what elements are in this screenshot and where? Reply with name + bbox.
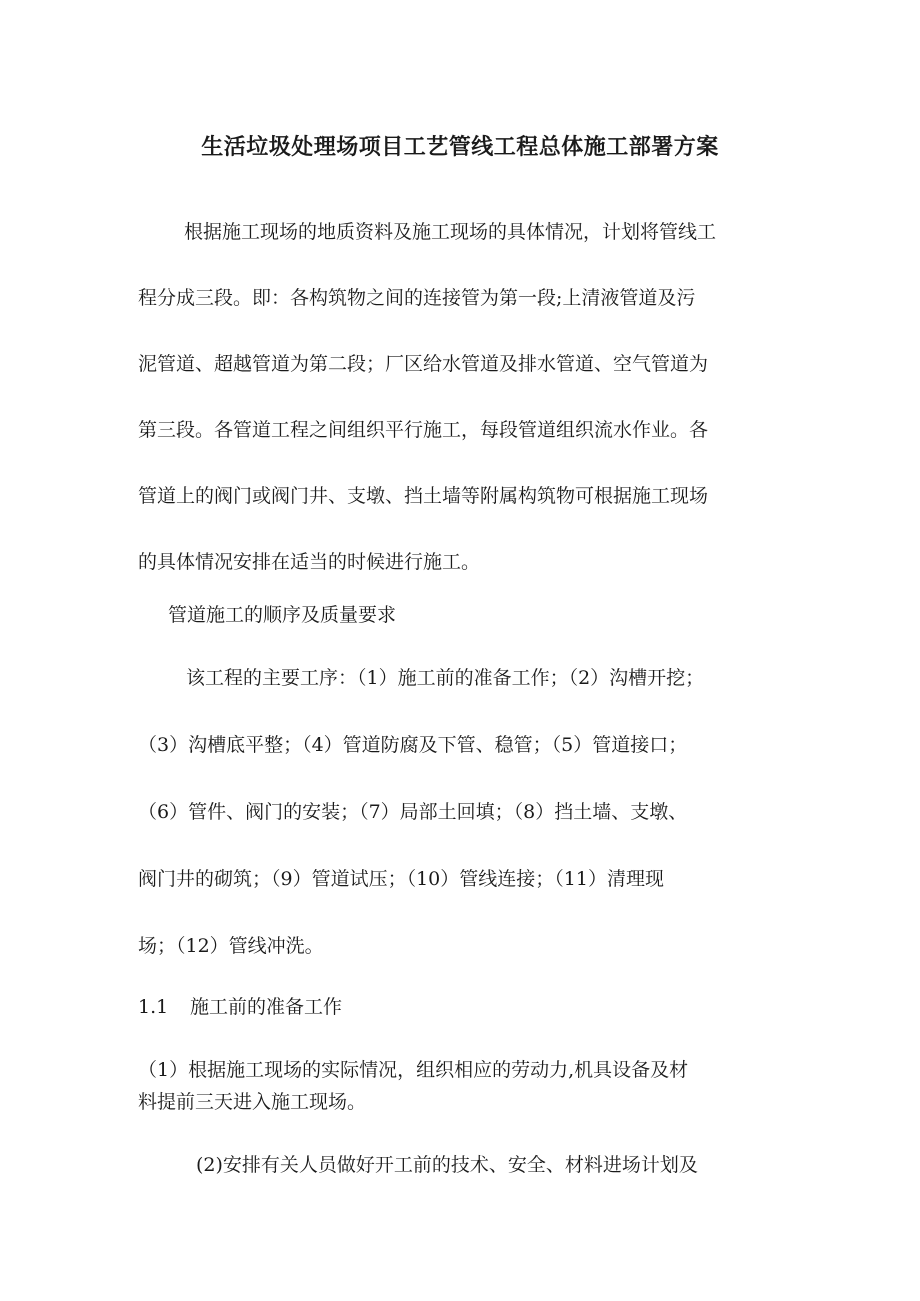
item-1-paragraph: [138, 1054, 798, 1118]
item-2-line: (2)安排有关人员做好开工前的技术、安全、材料进场计划及: [196, 1154, 698, 1176]
intro-line: 的具体情况安排在适当的时候进行施工。: [138, 551, 481, 573]
sequence-line: （3）沟槽底平整；（4）管道防腐及下管、稳管；（5）管道接口；: [138, 734, 688, 756]
intro-line: 第三段。各管道工程之间组织平行施工，每段管道组织流水作业。各: [138, 419, 709, 441]
sequence-line: 该工程的主要工序：（1）施工前的准备工作；（2）沟槽开挖；: [186, 667, 705, 689]
intro-line: 泥管道、超越管道为第二段；厂区给水管道及排水管道、空气管道为: [138, 353, 709, 375]
intro-paragraph: [138, 199, 798, 595]
sequence-line: （6）管件、阀门的安装；（7）局部土回填；（8）挡土墙、支墩、: [138, 801, 688, 823]
sequence-line: 场；（12）管线冲洗。: [138, 935, 324, 957]
section-heading: [138, 990, 342, 1024]
intro-line: 根据施工现场的地质资料及施工现场的具体情况，计划将管线工: [184, 221, 717, 243]
sequence-line: 阀门井的砌筑；（9）管道试压；（10）管线连接；（11）清理现: [138, 868, 664, 890]
document-title: 生活垃圾处理场项目工艺管线工程总体施工部署方案: [201, 134, 719, 160]
intro-line: 程分成三段。即：各构筑物之间的连接管为第一段;上清液管道及污: [138, 287, 696, 309]
sequence-paragraph: [138, 645, 798, 980]
section-number: 1.1: [138, 996, 169, 1018]
sequence-heading: 管道施工的顺序及质量要求: [168, 604, 397, 626]
intro-line: 管道上的阀门或阀门井、支墩、挡土墙等附属构筑物可根据施工现场: [138, 485, 709, 507]
section-title: 施工前的准备工作: [190, 996, 343, 1018]
item-1-line: 料提前三天进入施工现场。: [138, 1091, 367, 1113]
item-1-line: （1）根据施工现场的实际情况，组织相应的劳动力,机具设备及材: [138, 1059, 689, 1081]
